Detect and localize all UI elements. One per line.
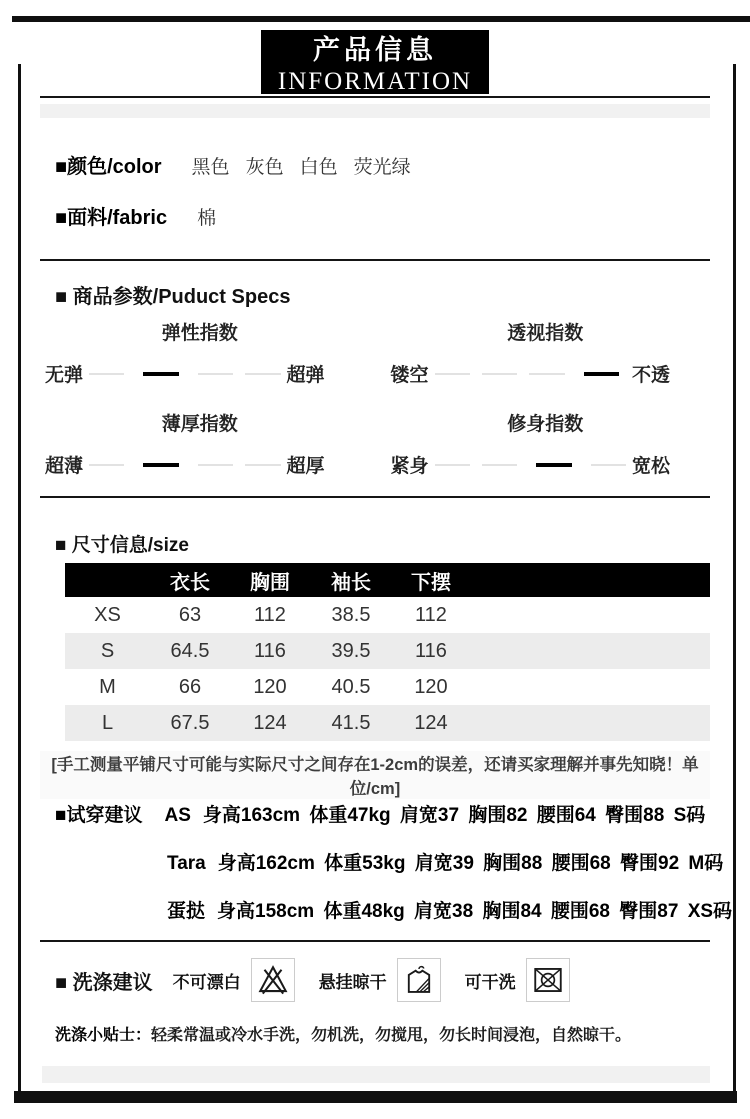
fitting-model-info: 身高158cm 体重48kg 肩宽38 胸围84 腰围68 臀围87 XS码 [217, 901, 733, 922]
size-value-cell: 67.5 [170, 711, 210, 734]
size-table-body [65, 597, 710, 741]
washing-item [319, 958, 441, 1002]
measurement-note: [手工测量平铺尺寸可能与实际尺寸之间存在1-2cm的误差，还请买家理解并事先知晓！单位/cm] [40, 751, 710, 799]
size-name-cell: L [101, 711, 114, 734]
color-value: 灰色 [245, 157, 284, 178]
spec-index-segment [482, 373, 517, 375]
washing-items [173, 958, 594, 1002]
size-table-head-row [65, 563, 710, 597]
color-value: 荧光绿 [353, 157, 411, 178]
spec-index-title: 透视指数 [507, 323, 584, 344]
size-value-cell: 64.5 [170, 639, 210, 662]
spec-index-segment [198, 373, 233, 375]
washing-tip-label: 洗涤小贴士： [55, 1027, 152, 1044]
size-name-cell: S [100, 639, 115, 662]
spec-index-right-label: 超弹 [286, 365, 325, 386]
size-value-cell: 41.5 [331, 711, 371, 734]
size-value-cell: 112 [254, 603, 286, 626]
spec-index-title: 弹性指数 [161, 323, 238, 344]
spec-index [391, 318, 671, 387]
size-value-cell: 120 [414, 675, 448, 698]
spec-index-segment [245, 373, 280, 375]
size-column-header: 胸围 [230, 563, 310, 597]
size-value-cell: 116 [254, 639, 286, 662]
gray-band [42, 1066, 710, 1083]
size-table [65, 563, 710, 741]
size-empty-cell [470, 705, 710, 741]
spec-index [45, 409, 325, 478]
washing-item-label: 不可漂白 [172, 972, 241, 992]
table-row [65, 633, 710, 669]
section-divider [40, 496, 710, 498]
size-value-cell: 38.5 [331, 603, 371, 626]
spec-index-active-segment [143, 372, 178, 376]
spec-index-segment [591, 464, 626, 466]
washing-advice-row [55, 958, 594, 1002]
hang-dry-icon [397, 958, 441, 1002]
section-divider [40, 96, 710, 98]
washing-item-label: 可干洗 [464, 972, 516, 992]
fitting-line [55, 896, 733, 923]
fitting-model-info: 身高163cm 体重47kg 肩宽37 胸围82 腰围64 臀围88 S码 [202, 805, 706, 826]
size-column-header [470, 563, 710, 597]
size-column-header: 下摆 [392, 563, 470, 597]
color-value: 白色 [299, 157, 338, 178]
page-title-en: INFORMATION [277, 68, 473, 95]
size-empty-cell [470, 669, 710, 705]
size-value-cell: 124 [414, 711, 448, 734]
bottom-bar [14, 1091, 737, 1103]
size-value-cell: 116 [415, 639, 447, 662]
table-row [65, 669, 710, 705]
top-rule [12, 16, 750, 22]
fitting-label: ■试穿建议 [55, 805, 143, 826]
fabric-attribute-row [55, 201, 232, 230]
color-values [192, 157, 427, 178]
right-frame-border [733, 64, 736, 1094]
size-value-cell: 40.5 [331, 675, 371, 698]
table-row [65, 597, 710, 633]
spec-index-active-segment [584, 372, 619, 376]
dry-clean-icon [526, 958, 570, 1002]
spec-index-segment [198, 464, 233, 466]
spec-index [391, 409, 671, 478]
spec-index-segment [89, 464, 124, 466]
gray-band [40, 104, 710, 118]
section-divider [40, 259, 710, 261]
spec-index-segment [435, 464, 470, 466]
spec-index-active-segment [536, 463, 571, 467]
fitting-model-name: 蛋挞 [167, 901, 206, 922]
spec-index [45, 318, 325, 387]
spec-index-segment [435, 373, 470, 375]
spec-index-active-segment [143, 463, 178, 467]
size-value-cell: 120 [253, 675, 287, 698]
spec-indices [45, 318, 670, 478]
washing-item [465, 958, 570, 1002]
fabric-value: 棉 [197, 208, 217, 229]
spec-index-title: 薄厚指数 [161, 414, 238, 435]
spec-index-left-label: 紧身 [390, 456, 429, 477]
spec-index-right-label: 不透 [632, 365, 671, 386]
washing-label: ■ 洗涤建议 [55, 971, 153, 994]
spec-index-segment [529, 373, 564, 375]
spec-index-left-label: 超薄 [45, 456, 84, 477]
washing-tip [55, 1022, 631, 1045]
page-title-cn: 产品信息 [313, 35, 437, 65]
fitting-model-info: 身高162cm 体重53kg 肩宽39 胸围88 腰围68 臀围92 M码 [217, 853, 724, 874]
spec-index-segment [245, 464, 280, 466]
left-frame-border [18, 64, 21, 1094]
size-name-cell: M [99, 675, 116, 698]
size-empty-cell [470, 633, 710, 669]
size-value-cell: 63 [178, 603, 202, 626]
size-column-header [65, 563, 150, 597]
size-value-cell: 66 [178, 675, 202, 698]
spec-index-segment [89, 373, 124, 375]
section-divider [40, 940, 710, 942]
washing-item-label: 悬挂晾干 [318, 972, 387, 992]
size-column-header: 衣长 [150, 563, 230, 597]
size-column-header: 袖长 [310, 563, 392, 597]
size-value-cell: 39.5 [331, 639, 371, 662]
spec-index-segment [482, 464, 517, 466]
size-value-cell: 124 [253, 711, 287, 734]
fitting-line [55, 848, 724, 875]
washing-item [173, 958, 295, 1002]
fitting-model-name: AS [164, 805, 191, 826]
color-label: ■颜色/color [55, 156, 162, 178]
specs-heading: ■ 商品参数/Puduct Specs [55, 286, 291, 308]
size-name-cell: XS [94, 603, 121, 626]
spec-index-track [391, 451, 671, 478]
spec-index-right-label: 宽松 [632, 456, 671, 477]
size-heading: ■ 尺寸信息/size [55, 535, 189, 556]
color-value: 黑色 [191, 157, 230, 178]
washing-tip-text: 轻柔常温或冷水手洗，勿机洗，勿搅甩，勿长时间浸泡，自然晾干。 [151, 1027, 632, 1044]
spec-index-track [45, 360, 325, 387]
fitting-lines [55, 800, 733, 923]
do-not-bleach-icon [251, 958, 295, 1002]
size-value-cell: 112 [415, 603, 447, 626]
spec-index-track [391, 360, 671, 387]
color-attribute-row [55, 150, 427, 179]
fitting-model-name: Tara [167, 853, 206, 874]
spec-index-left-label: 镂空 [390, 365, 429, 386]
spec-index-title: 修身指数 [507, 414, 584, 435]
spec-index-left-label: 无弹 [45, 365, 84, 386]
fitting-advice [55, 800, 733, 944]
table-row [65, 705, 710, 741]
fabric-label: ■面料/fabric [55, 207, 168, 229]
fitting-line [55, 800, 720, 827]
page-title [261, 30, 489, 94]
spec-index-right-label: 超厚 [286, 456, 325, 477]
spec-index-track [45, 451, 325, 478]
size-empty-cell [470, 597, 710, 633]
